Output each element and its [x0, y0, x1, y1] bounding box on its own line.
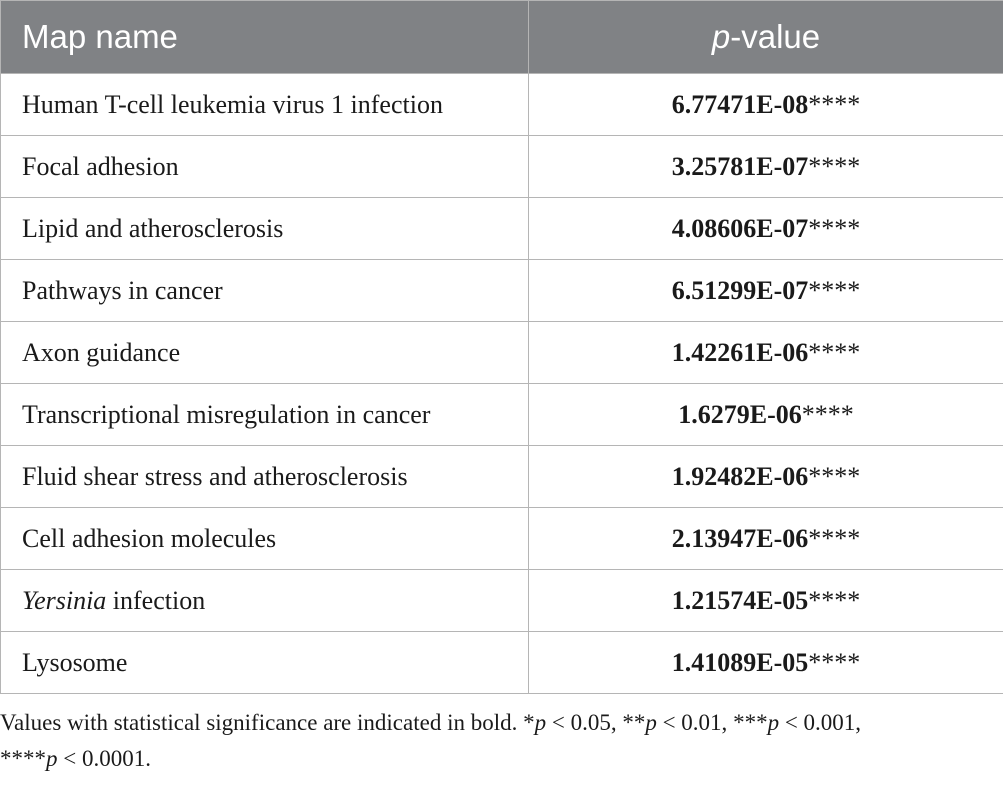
p-value-number: 3.25781E-07: [671, 151, 809, 181]
table-row: [1, 260, 1003, 322]
significance-stars: ****: [808, 461, 861, 491]
table-row: [1, 198, 1003, 260]
footnote-p-4: p: [46, 746, 58, 771]
p-value-number: 1.21574E-05: [671, 585, 809, 615]
table-row: [1, 74, 1003, 136]
table-row: [1, 136, 1003, 198]
significance-stars: ****: [808, 585, 861, 615]
footnote-stars-3: ***: [733, 710, 768, 735]
map-name-rest: infection: [106, 585, 206, 615]
table-footnote: [0, 705, 1003, 777]
p-value-number: 1.92482E-06: [671, 461, 809, 491]
footnote-stars-4: ****: [0, 746, 46, 771]
header-map-name: Map name: [1, 1, 529, 74]
map-name-cell: Focal adhesion: [1, 136, 529, 198]
footnote-stars-2: **: [622, 710, 646, 735]
p-value-cell: [529, 446, 1003, 508]
p-value-number: 4.08606E-07: [671, 213, 809, 243]
p-value-cell: [529, 198, 1003, 260]
footnote-threshold-1: < 0.05,: [546, 710, 623, 735]
significance-stars: ****: [808, 523, 861, 553]
table-row: [1, 322, 1003, 384]
p-value-cell: [529, 74, 1003, 136]
map-name-cell: Axon guidance: [1, 322, 529, 384]
significance-stars: ****: [808, 647, 861, 677]
p-value-number: 2.13947E-06: [671, 523, 809, 553]
table-row: [1, 446, 1003, 508]
p-value-number: 1.42261E-06: [671, 337, 809, 367]
table-header-row: [1, 1, 1003, 74]
map-name-cell: Fluid shear stress and atherosclerosis: [1, 446, 529, 508]
p-value-number: 1.41089E-05: [671, 647, 809, 677]
p-value-cell: [529, 508, 1003, 570]
p-value-cell: [529, 322, 1003, 384]
header-p-variable: p: [711, 18, 731, 55]
map-name-cell: Lipid and atherosclerosis: [1, 198, 529, 260]
footnote-threshold-3: < 0.001,: [779, 710, 862, 735]
map-name-cell: Human T-cell leukemia virus 1 infection: [1, 74, 529, 136]
significance-stars: ****: [801, 399, 854, 429]
table-row: [1, 384, 1003, 446]
table-row: [1, 508, 1003, 570]
p-value-number: 1.6279E-06: [678, 399, 802, 429]
footnote-threshold-4: < 0.0001.: [57, 746, 151, 771]
map-name-cell: Pathways in cancer: [1, 260, 529, 322]
p-value-cell: [529, 570, 1003, 632]
footnote-p-1: p: [534, 710, 547, 735]
p-value-number: 6.77471E-08: [671, 89, 809, 119]
footnote-stars-1: *: [523, 710, 535, 735]
footnote-threshold-2: < 0.01,: [656, 710, 734, 735]
p-value-cell: [529, 136, 1003, 198]
header-p-suffix: -value: [730, 18, 821, 55]
map-name-cell: Lysosome: [1, 632, 529, 694]
p-value-cell: [529, 384, 1003, 446]
p-value-cell: [529, 632, 1003, 694]
table-row: [1, 632, 1003, 694]
map-name-cell: [1, 570, 529, 632]
significance-stars: ****: [808, 151, 861, 181]
map-name-cell: Transcriptional misregulation in cancer: [1, 384, 529, 446]
significance-stars: ****: [808, 337, 861, 367]
significance-stars: ****: [808, 275, 861, 305]
footnote-p-3: p: [767, 710, 780, 735]
footnote-p-2: p: [645, 710, 657, 735]
map-name-italic: Yersinia: [22, 585, 107, 615]
significance-stars: ****: [808, 213, 861, 243]
footnote-intro: Values with statistical significance are indicated in bold.: [0, 710, 524, 735]
p-value-number: 6.51299E-07: [671, 275, 809, 305]
p-value-cell: [529, 260, 1003, 322]
significance-stars: ****: [808, 89, 861, 119]
map-name-cell: Cell adhesion molecules: [1, 508, 529, 570]
header-p-value: [529, 1, 1003, 74]
table-row: [1, 570, 1003, 632]
